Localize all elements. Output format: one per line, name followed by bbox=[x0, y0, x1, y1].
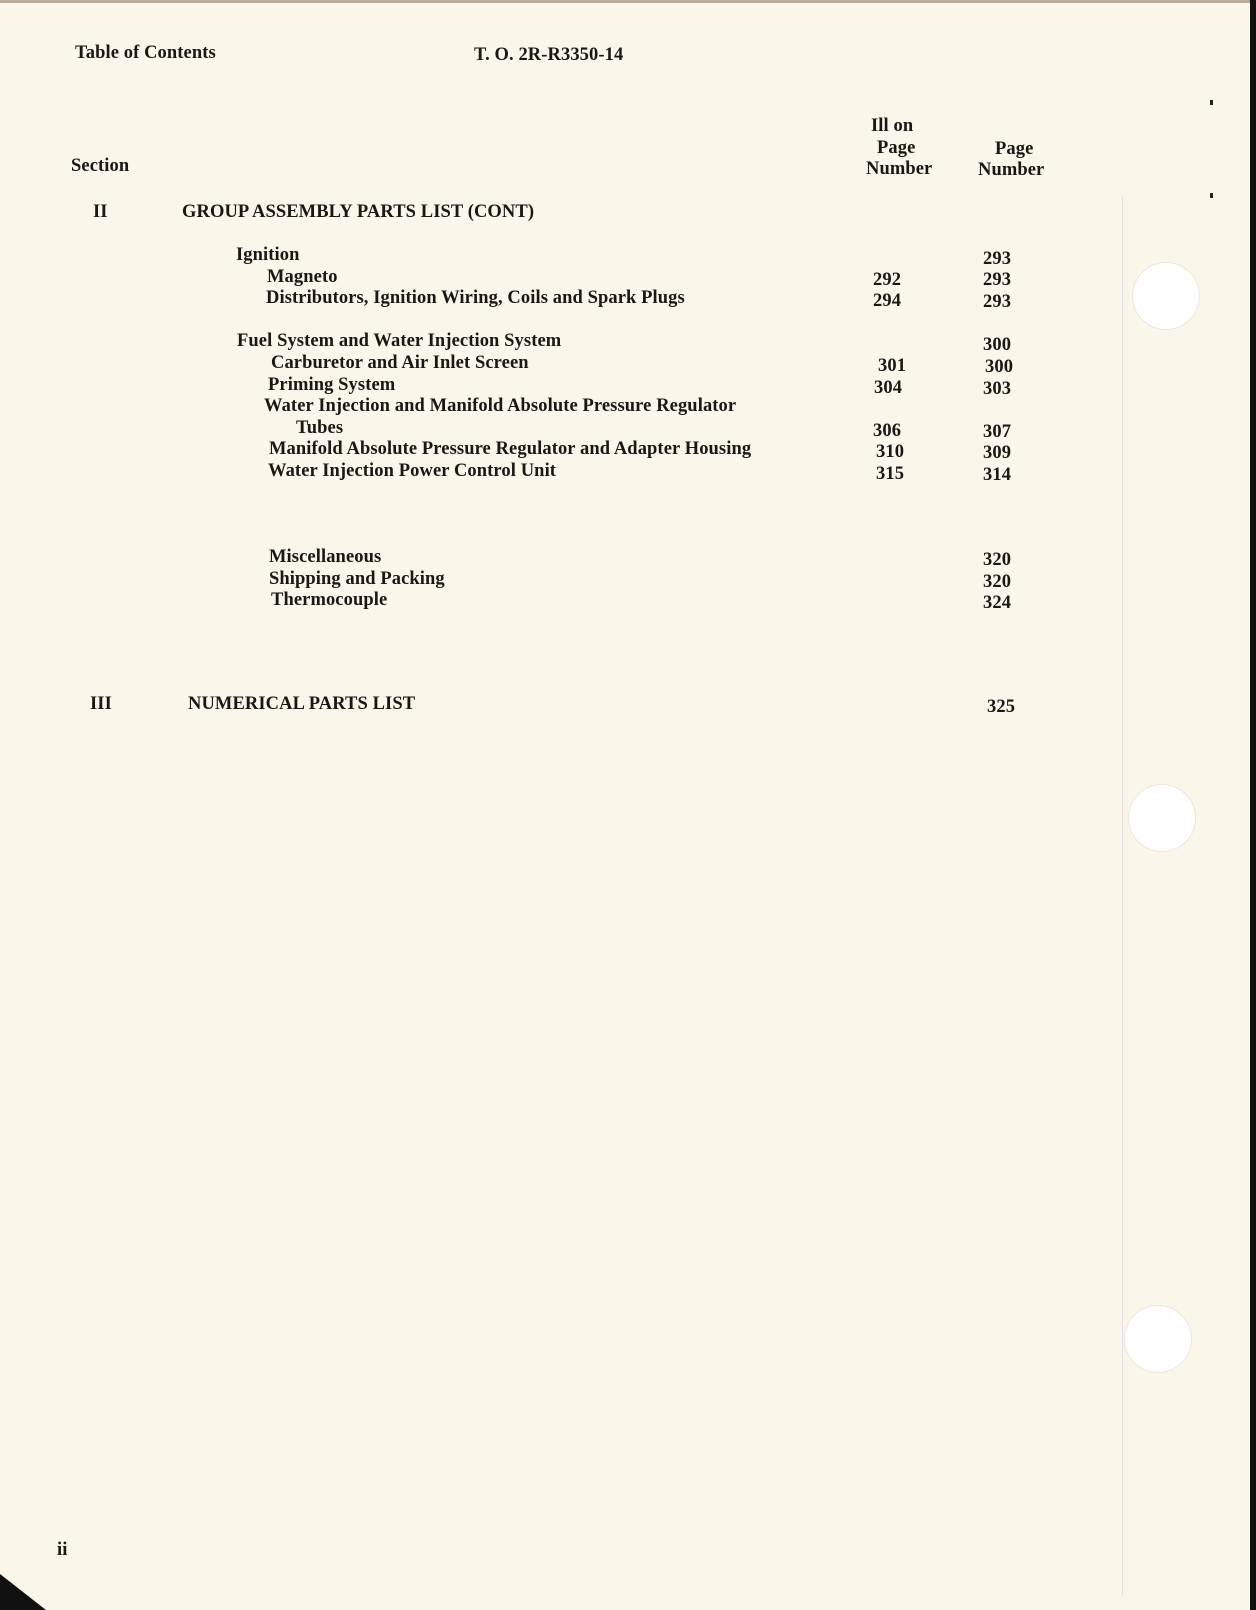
toc-ill: 304 bbox=[874, 378, 903, 398]
toc-page: 309 bbox=[983, 443, 1012, 463]
toc-ill: 310 bbox=[876, 442, 905, 462]
toc-page: 293 bbox=[983, 292, 1012, 312]
column-header-page: Page bbox=[995, 139, 1034, 159]
toc-ill: 306 bbox=[873, 421, 902, 441]
toc-page: 324 bbox=[983, 593, 1012, 613]
toc-entry: Miscellaneous bbox=[269, 547, 382, 567]
scan-mark bbox=[1210, 100, 1213, 105]
toc-entry: Magneto bbox=[267, 267, 338, 287]
section-number: III bbox=[90, 694, 112, 714]
toc-page: 314 bbox=[983, 465, 1012, 485]
toc-page: 303 bbox=[983, 379, 1012, 399]
toc-page: 307 bbox=[983, 422, 1012, 442]
toc-page: 320 bbox=[983, 550, 1012, 570]
toc-entry: Thermocouple bbox=[271, 590, 388, 610]
scan-mark bbox=[1210, 193, 1213, 198]
column-header-page: Number bbox=[978, 160, 1045, 180]
toc-entry: Fuel System and Water Injection System bbox=[237, 331, 562, 351]
column-header-ill: Page bbox=[877, 138, 916, 158]
header-title: Table of Contents bbox=[75, 43, 216, 63]
column-header-ill: Ill on bbox=[871, 116, 914, 136]
punch-hole bbox=[1128, 784, 1196, 852]
toc-entry: Priming System bbox=[268, 375, 396, 395]
scan-corner bbox=[0, 1574, 46, 1610]
toc-entry: Water Injection Power Control Unit bbox=[268, 461, 557, 481]
scan-right-edge bbox=[1250, 0, 1256, 1610]
toc-entry: Ignition bbox=[236, 245, 300, 265]
toc-entry: Shipping and Packing bbox=[269, 569, 445, 589]
section-title: NUMERICAL PARTS LIST bbox=[188, 694, 416, 714]
toc-entry: Manifold Absolute Pressure Regulator and Adapter Housing bbox=[269, 439, 752, 459]
scan-line bbox=[1122, 196, 1123, 1596]
toc-page: 293 bbox=[983, 249, 1012, 269]
punch-hole bbox=[1132, 262, 1200, 330]
column-header-section: Section bbox=[71, 156, 130, 176]
toc-page: 293 bbox=[983, 270, 1012, 290]
toc-ill: 294 bbox=[873, 291, 902, 311]
toc-page: 320 bbox=[983, 572, 1012, 592]
page-number: ii bbox=[57, 1540, 68, 1560]
toc-page: 300 bbox=[983, 335, 1012, 355]
toc-page: 300 bbox=[985, 357, 1014, 377]
toc-ill: 315 bbox=[876, 464, 905, 484]
toc-entry: Distributors, Ignition Wiring, Coils and Spark Plugs bbox=[266, 288, 685, 308]
toc-page: 325 bbox=[987, 697, 1016, 717]
header-doc-number: T. O. 2R-R3350-14 bbox=[474, 45, 624, 65]
punch-hole bbox=[1124, 1305, 1192, 1373]
section-title: GROUP ASSEMBLY PARTS LIST (CONT) bbox=[182, 202, 535, 222]
toc-entry: Carburetor and Air Inlet Screen bbox=[271, 353, 529, 373]
toc-ill: 292 bbox=[873, 270, 902, 290]
toc-entry: Water Injection and Manifold Absolute Pressure Regulator bbox=[264, 396, 737, 416]
toc-entry-continuation: Tubes bbox=[296, 418, 344, 438]
section-number: II bbox=[93, 202, 108, 222]
toc-ill: 301 bbox=[878, 356, 907, 376]
scan-top-edge bbox=[0, 0, 1256, 3]
column-header-ill: Number bbox=[866, 159, 933, 179]
